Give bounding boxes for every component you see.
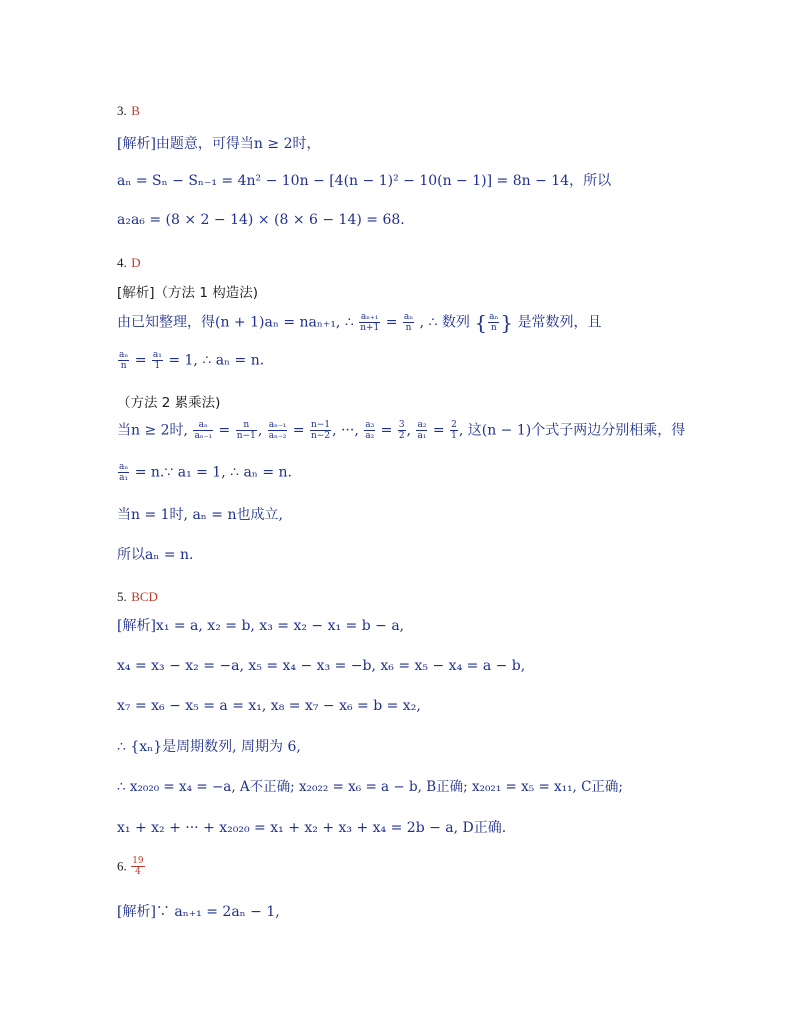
q4-line7: 当n = 1时, aₙ = n也成立, [117,507,283,523]
right-brace-icon: } [500,310,514,335]
left-brace-icon: { [474,310,488,335]
fraction-ratio-2: $\frac{\text{aₙ₋₁}}{\text{aₙ₋₂}}$ [268,420,287,441]
q4-line2-text-d: 是常数列，且 [517,314,602,331]
q4-number: 4. [117,255,127,270]
fraction-ratio-4: $\frac{\text{a₂}}{\text{a₁}}$ [417,420,427,441]
q4-line3: $\frac{\text{aₙ}}{n}$ = $\frac{\text{a₁}}{1}$ = 1, ∴ aₙ = n. [119,350,265,371]
q5-line6: x₁ + x₂ + ··· + x₂₀₂₀ = x₁ + x₂ + x₃ + x₄ = 2b − a, D正确. [117,820,507,836]
fraction-an-over-a1: $\frac{\text{aₙ}}{\text{a₁}}$ [119,462,129,483]
q5-header [117,588,158,606]
q6-header [117,856,145,877]
fraction-an1-over-n1: $\frac{\text{aₙ₊₁}}{n+1}$ [360,312,380,333]
q4-method1-title: [解析]（方法 1 构造法) [117,285,258,301]
fraction-ratio-4-value: $\frac{2}{1}$ [451,420,457,441]
q4-line2-text-a: 由已知整理，得(n + 1)aₙ = naₙ₊₁, ∴ [117,314,359,331]
fraction-ratio-2-value: $\frac{n-1}{n-2}$ [310,420,331,441]
fraction-an-over-n-2: $\frac{\text{aₙ}}{n}$ [119,350,129,371]
fraction-ratio-3-value: $\frac{3}{2}$ [398,420,405,441]
q3-analysis-line3: a₂a₆ = (8 × 2 − 14) × (8 × 6 − 14) = 68. [117,212,405,228]
q5-line5: ∴ x₂₀₂₀ = x₄ = −a, A不正确; x₂₀₂₂ = x₆ = a − b, B正确; x₂₀₂₁ = x₅ = x₁₁, C正确; [117,779,623,795]
fraction-a1-over-1: $\frac{\text{a₁}}{1}$ [152,350,162,371]
q5-answer: BCD [131,589,158,604]
q3-analysis-line1: [解析]由题意，可得当n ≥ 2时， [117,136,321,152]
q4-line2-text-b: = [385,314,402,331]
fraction-an-over-n-set: $\frac{\text{aₙ}}{n}$ [489,312,499,333]
q6-number: 6. [117,858,127,874]
fraction-ratio-1: $\frac{\text{aₙ}}{\text{aₙ₋₁}}$ [194,420,213,441]
q5-line1: [解析]x₁ = a, x₂ = b, x₃ = x₂ − x₁ = b − a, [117,618,405,634]
q4-line2-text-c: , ∴ 数列 [419,314,470,331]
q5-line2: x₄ = x₃ − x₂ = −a, x₅ = x₄ − x₃ = −b, x₆ = x₅ − x₄ = a − b, [117,658,526,674]
fraction-ratio-1-value: $\frac{n}{n-1}$ [236,420,256,441]
q3-header [117,102,140,120]
q4-line6: $\frac{\text{aₙ}}{\text{a₁}}$ = n.∵ a₁ = 1, ∴ aₙ = n. [119,462,292,483]
q6-line1: [解析]∵ aₙ₊₁ = 2aₙ − 1, [117,904,280,920]
q3-analysis-line2: aₙ = Sₙ − Sₙ₋₁ = 4n² − 10n − [4(n − 1)² − 10(n − 1)] = 8n − 14，所以 [117,173,612,189]
fraction-an-over-n: $\frac{\text{aₙ}}{n}$ [403,312,414,333]
q5-line3: x₇ = x₆ − x₅ = a = x₁, x₈ = x₇ − x₆ = b = x₂, [117,698,421,714]
q3-answer: B [131,103,140,118]
q4-line8: 所以aₙ = n. [117,547,194,563]
q4-header [117,254,141,272]
q5-number: 5. [117,589,127,604]
q4-answer: D [131,255,141,270]
q6-answer-fraction: $\frac{19}{4}$ [132,856,144,877]
fraction-ratio-3: $\frac{\text{a₃}}{\text{a₂}}$ [365,420,375,441]
q3-number: 3. [117,103,127,118]
q4-line2 [117,312,602,333]
q4-line5: 当n ≥ 2时, $\frac{\text{aₙ}}{\text{aₙ₋₁}}$ = $\frac{n}{n-1}$ , $\frac{\text{aₙ₋₁}}{\text{aₙ₋₂}}$ = $\frac{n-1}{n-2}$ , ···, $\frac{\text{a₃}}{\text{a₂}}$ = $\frac{3}{2}$ , $\frac{\text{a₂}}{\text{a₁}}$ = $\frac{2}{1}$ , 这(n − 1)个式子两边分别相乘，得 [117,420,686,441]
q4-method2-title: （方法 2 累乘法) [117,395,221,411]
q5-line4: ∴ {xₙ}是周期数列, 周期为 6, [117,739,301,755]
